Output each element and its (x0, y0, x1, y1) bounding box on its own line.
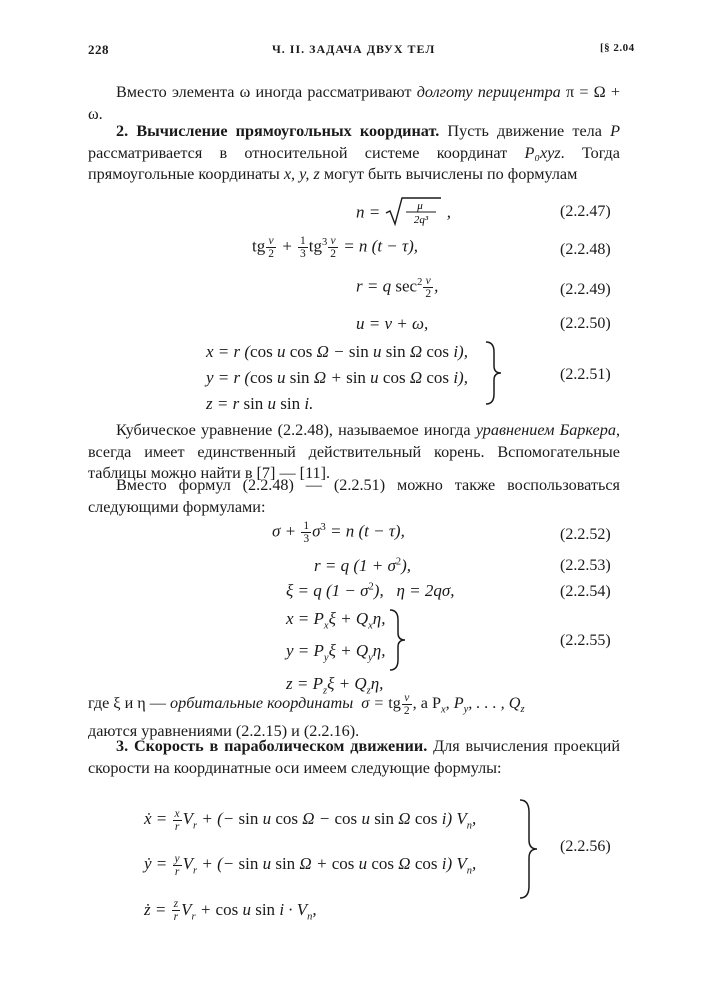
where-text: даются уравнениями (2.2.15) и (2.2.16). (88, 721, 360, 740)
coord-symbols: x, y, z (283, 165, 320, 183)
where-term: орбитальные координаты (170, 694, 354, 713)
section-3-text: Для вычисления проекций скорости на координатные оси имеем следующие формулы: (88, 737, 620, 777)
frame-symbol: P₀xyz (524, 143, 561, 162)
equation-2-2-56: ẋ = $\frac{x}{r}$ $V_r$ + (− sin u cos Ω − cos u sin Ω cos i) $V_n$, ẏ = $\frac{y}{r}$ $V_r$ + (− sin u sin Ω + cos u cos Ω cos i) $V_n$, ż = $\frac{z}{r}$ $V_r + \cos u$ $\sin i \cdot V_n$, (144, 807, 477, 924)
section-2-text: рассматривается в относительной системе координат (88, 143, 525, 162)
equation-2-2-53: r = q $(1 + \sigma^2)$, (314, 556, 412, 575)
equation-2-2-48: tg $\frac{v}{2}$ + $\frac{1}{3}$ $tg^3$ $\frac{v}{2}$ = n (t − τ), (252, 235, 419, 260)
section-2-paragraph (88, 121, 620, 186)
orbital-coordinates-paragraph (88, 692, 620, 742)
where-text: , а P (412, 694, 441, 713)
intro-formula: π = Ω + ω. (88, 83, 621, 123)
equation-2-2-54: ξ = q $(1 - \sigma^2)$, η = 2qσ, (286, 581, 455, 600)
sqrt-sign (384, 196, 442, 231)
eq-number: (2.2.48) (560, 241, 611, 258)
section-2-text: могут быть вычислены по формулам (319, 165, 578, 183)
equation-2-2-51: x = r (cos u cos Ω − sin u sin Ω cos i), y = r (cos u sin Ω + sin u cos Ω cos i), z = r sin u sin i. (206, 342, 468, 413)
section-3-paragraph (88, 736, 620, 779)
intro-term: долготу перицентра (416, 83, 561, 101)
eq-number: (2.2.47) (560, 203, 611, 220)
equation-2-2-49: r = q $\sec^2$ $\frac{v}{2}$ , (356, 275, 439, 300)
barker-term: уравнением Баркера (475, 421, 616, 439)
right-brace (516, 798, 540, 902)
subscript-x: x (440, 704, 446, 716)
section-2-text: . Тогда прямоугольные координаты (88, 143, 620, 183)
eq-number: (2.2.49) (560, 281, 611, 298)
where-text: где ξ и η — (88, 694, 171, 713)
eq-number: (2.2.50) (560, 315, 611, 332)
page-number: 228 (88, 42, 109, 57)
alternative-formulas-paragraph (88, 475, 620, 518)
eq-number: (2.2.53) (560, 557, 611, 574)
alternative-text: Вместо формул (2.2.48) — (2.2.51) можно также воспользоваться следующими формулами: (88, 476, 620, 516)
eq-number: (2.2.52) (560, 526, 611, 543)
section-2-text: Пусть движение тела (439, 122, 611, 140)
barker-text: Кубическое уравнение (2.2.48), называемое иногда (116, 421, 476, 439)
right-brace (386, 608, 408, 672)
eq-number: (2.2.51) (560, 366, 611, 383)
svg-text:μ: μ (417, 200, 424, 212)
eq-number: (2.2.54) (560, 583, 611, 600)
equation-2-2-47: n = μ 2q³ , (356, 196, 451, 231)
right-brace (482, 340, 504, 406)
sigma-definition: σ = tg $\frac{v}{2}$ (353, 692, 410, 717)
eq-number: (2.2.55) (560, 632, 611, 649)
equation-2-2-52: σ + $\frac{1}{3}$ $\sigma^3 = n$ (t − τ), (272, 520, 405, 545)
barker-text: , всегда имеет единственный действительный корень. Вспомогательные таблицы можно найти в [7] — [11]. (88, 421, 620, 482)
equation-2-2-50: u = v + ω, (356, 314, 429, 333)
equation-2-2-55: $x = P_x\xi + Q_x\eta$, $y = P_y\xi + Q_y\eta$, $z = P_z\xi + Q_z\eta$, (286, 609, 386, 697)
section-3-title: 3. Скорость в параболическом движении. (116, 737, 428, 755)
p-list: , $P_y$, . . . , $Q_z$ (445, 694, 525, 716)
section-2-title: 2. Вычисление прямоугольных координат. (116, 122, 440, 140)
body-symbol: P (610, 122, 621, 140)
intro-text: Вместо элемента ω иногда рассматривают (116, 83, 417, 101)
running-title: Ч. II. ЗАДАЧА ДВУХ ТЕЛ (272, 42, 436, 56)
eq-number: (2.2.56) (560, 838, 611, 855)
svg-text:2q³: 2q³ (414, 214, 429, 226)
intro-paragraph (88, 82, 620, 125)
section-marker: [§ 2.04 (600, 42, 635, 54)
